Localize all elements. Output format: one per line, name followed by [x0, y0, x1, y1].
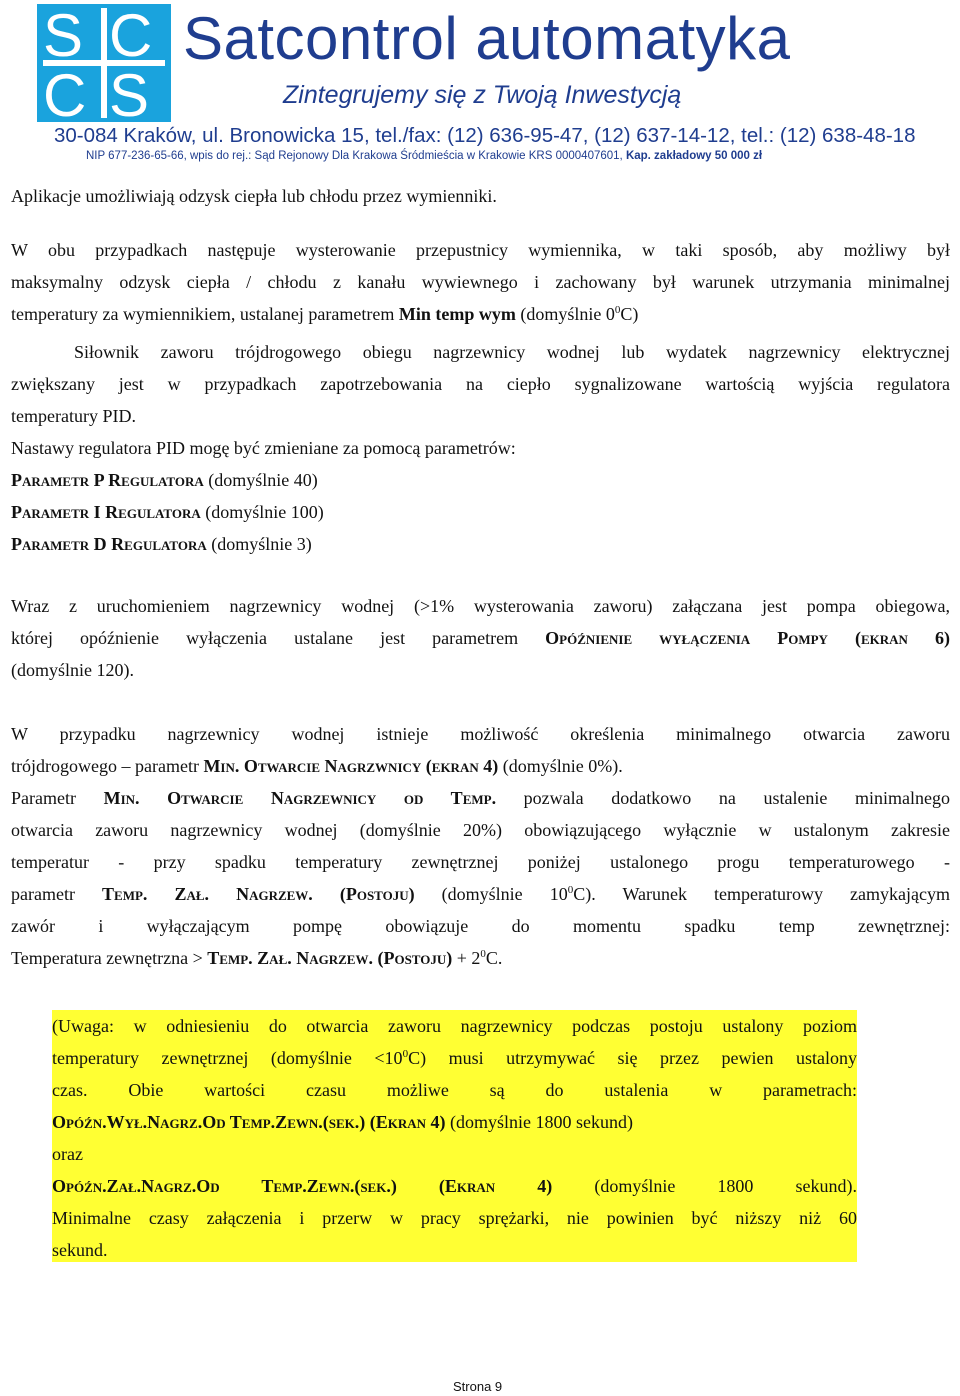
note-line-6	[52, 1170, 857, 1202]
valve-text: trójdrogowego – parametr	[11, 756, 204, 776]
valve-line-2	[11, 750, 950, 782]
damper-line-2: maksymalny odzysk ciepła / chłodu z kanału wywiewnego i zachowany był warunek utrzymania minimalnej	[11, 272, 950, 292]
param-on-delay: Opóźn.Zał.Nagrz.Od Temp.Zewn.(sek.) (Ekran 4)	[52, 1176, 553, 1196]
company-address: 30-084 Kraków, ul. Bronowicka 15, tel./fax: (12) 636-95-47, (12) 637-14-12, tel.: (12) 638-48-18	[54, 124, 916, 147]
valve-line-3	[11, 782, 950, 814]
note-text: temperatury zewnętrznej (domyślnie <10	[52, 1048, 403, 1068]
param-temp-zal: Temp. Zał. Nagrzew. (Postoju)	[102, 884, 415, 904]
valve-line-8	[11, 942, 950, 974]
company-registry	[86, 149, 762, 163]
param-min-opening: Min. Otwarcie Nagrzwnicy (ekran 4)	[203, 756, 499, 776]
note-default: (domyślnie 1800 sekund)	[445, 1112, 634, 1132]
valve-line-1: W przypadku nagrzewnicy wodnej istnieje możliwość określenia minimalnego otwarcia zaworu	[11, 724, 950, 744]
valve-line-7: zawór i wyłączającym pompę obowiązuje do momentu spadku temp zewnętrznej:	[11, 916, 950, 936]
page-number: Strona 9	[453, 1379, 503, 1394]
note-line-8: sekund.	[52, 1240, 108, 1260]
company-logo	[37, 4, 171, 122]
registry-capital: Kap. zakładowy 50 000 zł	[625, 150, 763, 162]
paragraph-pump	[11, 590, 950, 686]
highlighted-note	[52, 1010, 857, 1262]
param-off-delay: Opóźn.Wył.Nagrz.Od Temp.Zewn.(sek.) (Ekran 4)	[52, 1112, 446, 1132]
damper-text: temperatury za wymiennikiem, ustalanej parametrem	[11, 304, 399, 324]
param-min-opening-temp: Min. Otwarcie Nagrzewnicy od Temp.	[103, 788, 497, 808]
pid-intro: Nastawy regulatora PID mogę być zmieniane za pomocą parametrów:	[11, 438, 516, 458]
valve-line-4: otwarcia zaworu nagrzewnicy wodnej (domyślnie 20%) obowiązującego wyłącznie w ustalonym zakresie	[11, 820, 950, 840]
paragraph-intro	[11, 180, 950, 212]
valve-line-6	[11, 878, 950, 910]
degree-sup: 0	[402, 1048, 409, 1060]
damper-line-1: W obu przypadkach następuje wysterowanie przepustnicy wymiennika, w taki sposób, aby możliwy był	[11, 240, 950, 260]
paragraph-damper	[11, 234, 950, 330]
param-pump-delay: Opóźnienie wyłączenia Pompy (ekran 6)	[545, 628, 950, 648]
paragraph-pid	[11, 432, 950, 560]
svg-text:C: C	[43, 62, 87, 122]
actuator-line-3: temperatury PID.	[11, 406, 136, 426]
degree-sup: 0	[480, 948, 486, 960]
company-name: Satcontrol automatyka	[183, 5, 791, 72]
note-line-7: Minimalne czasy załączenia i przerw w pracy sprężarki, nie powinien być niższy niż 60	[52, 1208, 857, 1228]
degree-sup: 0	[614, 304, 621, 316]
svg-text:C: C	[109, 4, 153, 69]
param-name: Parametr I Regulatora	[11, 502, 201, 522]
company-tagline: Zintegrujemy się z Twoją Inwestycją	[283, 81, 682, 109]
pump-line-3: (domyślnie 120).	[11, 660, 134, 680]
damper-default: (domyślnie 0	[515, 304, 615, 324]
param-default: (domyślnie 3)	[206, 534, 312, 554]
valve-text: C). Warunek temperaturowy zamykającym	[573, 884, 950, 904]
param-default: (domyślnie 40)	[203, 470, 318, 490]
valve-default: (domyślnie 10	[414, 884, 568, 904]
note-line-5: oraz	[52, 1144, 83, 1164]
param-min-temp-wym: Min temp wym	[398, 304, 516, 324]
valve-line-5: temperatur - przy spadku temperatury zewnętrznej poniżej ustalonego progu temperaturowego -	[11, 852, 950, 872]
pump-line-2	[11, 622, 950, 654]
note-line-4	[52, 1106, 857, 1138]
pump-text: której opóźnienie wyłączenia ustalane jest parametrem	[11, 628, 546, 648]
param-name: Parametr P Regulatora	[11, 470, 204, 490]
intro-line: Aplikacje umożliwiają odzysk ciepła lub chłodu przez wymienniki.	[11, 186, 497, 206]
note-text: C) musi utrzymywać się przez pewien ustalony	[408, 1048, 857, 1068]
param-temp-zal: Temp. Zał. Nagrzew. (Postoju)	[207, 948, 453, 968]
valve-text: parametr	[11, 884, 103, 904]
note-line-1: (Uwaga: w odniesieniu do otwarcia zaworu nagrzewnicy podczas postoju ustalony poziom	[52, 1016, 857, 1036]
note-default: (domyślnie 1800 sekund).	[552, 1176, 858, 1196]
actuator-line-1: Siłownik zaworu trójdrogowego obiegu nagrzewnicy wodnej lub wydatek nagrzewnicy elektrycznej	[74, 342, 950, 362]
pid-param-i	[11, 496, 950, 528]
paragraph-actuator	[11, 336, 950, 432]
valve-text: Temperatura zewnętrzna >	[11, 948, 208, 968]
svg-text:S: S	[109, 62, 150, 122]
note-line-2	[52, 1042, 857, 1074]
valve-text: + 2	[452, 948, 481, 968]
damper-line-3	[11, 298, 950, 330]
note-line-3: czas. Obie wartości czasu możliwe są do ustalenia w parametrach:	[52, 1080, 857, 1100]
pump-line-1: Wraz z uruchomieniem nagrzewnicy wodnej (>1% wysterowania zaworu) załączana jest pompa obiegowa,	[11, 596, 950, 616]
registry-text: NIP 677-236-65-66, wpis do rej.: Sąd Rejonowy Dla Krakowa Śródmieścia w Krakowie KRS 0000407601,	[86, 150, 626, 162]
valve-text: Parametr	[11, 788, 104, 808]
valve-text: pozwala dodatkowo na ustalenie minimalnego	[496, 788, 951, 808]
pid-param-d	[11, 528, 950, 560]
damper-end: C)	[620, 304, 639, 324]
degree-sup: 0	[567, 884, 574, 896]
valve-text: C.	[485, 948, 503, 968]
param-name: Parametr D Regulatora	[11, 534, 207, 554]
svg-text:S: S	[43, 4, 84, 69]
valve-default: (domyślnie 0%).	[498, 756, 623, 776]
actuator-line-2: zwiększany jest w przypadkach zapotrzebowania na ciepło sygnalizowane wartością wyjścia regulatora	[11, 374, 950, 394]
param-default: (domyślnie 100)	[200, 502, 324, 522]
pid-param-p	[11, 464, 950, 496]
paragraph-valve	[11, 718, 950, 974]
